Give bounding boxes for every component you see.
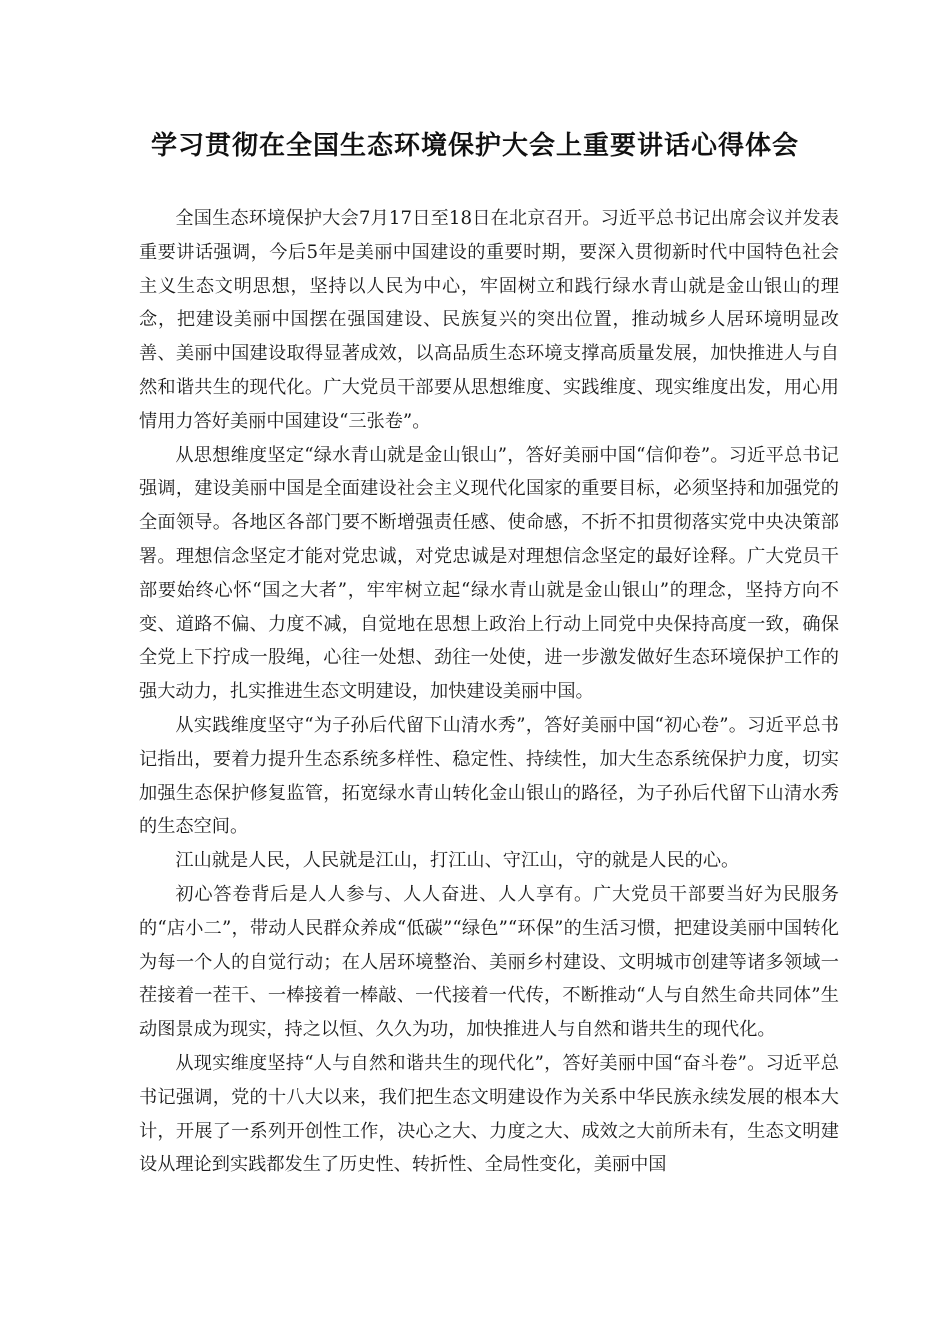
document-body <box>139 202 839 1182</box>
paragraph-reality: 从现实维度坚持“人与自然和谐共生的现代化”，答好美丽中国“奋斗卷”。习近平总书记强调，党的十八大以来，我们把生态文明建设作为关系中华民族永续发展的根本大计，开展了一系列开创性工作，决心之大、力度之大、成效之大前所未有，生态文明建设从理论到实践都发生了历史性、转折性、全局性变化，美丽中国 <box>139 1052 839 1176</box>
paragraph-intro: 全国生态环境保护大会7月17日至18日在北京召开。习近平总书记出席会议并发表重要讲话强调，今后5年是美丽中国建设的重要时期，要深入贯彻新时代中国特色社会主义生态文明思想，坚持以人民为中心，牢固树立和践行绿水青山就是金山银山的理念，把建设美丽中国摆在强国建设、民族复兴的突出位置，推动城乡人居环境明显改善、美丽中国建设取得显著成效，以高品质生态环境支撑高质量发展，加快推进人与自然和谐共生的现代化。广大党员干部要从思想维度、实践维度、现实维度出发，用心用情用力答好美丽中国建设“三张卷”。 <box>139 208 839 432</box>
document-title: 学习贯彻在全国生态环境保护大会上重要讲话心得体会 <box>150 131 799 161</box>
paragraph-people: 江山就是人民，人民就是江山，打江山、守江山，守的就是人民的心。 <box>175 850 740 872</box>
paragraph-practice: 从实践维度坚守“为子孙后代留下山清水秀”，答好美丽中国“初心卷”。习近平总书记指出，要着力提升生态系统多样性、稳定性、持续性，加大生态系统保护力度，切实加强生态保护修复监管，拓宽绿水青山转化金山银山的路径，为子孙后代留下山清水秀的生态空间。 <box>139 714 839 838</box>
paragraph-belief: 从思想维度坚定“绿水青山就是金山银山”，答好美丽中国“信仰卷”。习近平总书记强调，建设美丽中国是全面建设社会主义现代化国家的重要目标，必须坚持和加强党的全面领导。各地区各部门要不断增强责任感、使命感，不折不扣贯彻落实党中央决策部署。理想信念坚定才能对党忠诚，对党忠诚是对理想信念坚定的最好诠释。广大党员干部要始终心怀“国之大者”，牢牢树立起“绿水青山就是金山银山”的理念，坚持方向不变、道路不偏、力度不减，自觉地在思想上政治上行动上同党中央保持高度一致，确保全党上下拧成一股绳，心往一处想、劲往一处使，进一步激发做好生态环境保护工作的强大动力，扎实推进生态文明建设，加快建设美丽中国。 <box>139 444 839 703</box>
paragraph-original-aspiration: 初心答卷背后是人人参与、人人奋进、人人享有。广大党员干部要当好为民服务的“店小二”，带动人民群众养成“低碳”“绿色”“环保”的生活习惯，把建设美丽中国转化为每一个人的自觉行动；在人居环境整治、美丽乡村建设、文明城市创建等诸多领域一茬接着一茬干、一棒接着一棒敲、一代接着一代传，不断推动“人与自然生命共同体”生动图景成为现实，持之以恒、久久为功，加快推进人与自然和谐共生的现代化。 <box>139 883 839 1041</box>
